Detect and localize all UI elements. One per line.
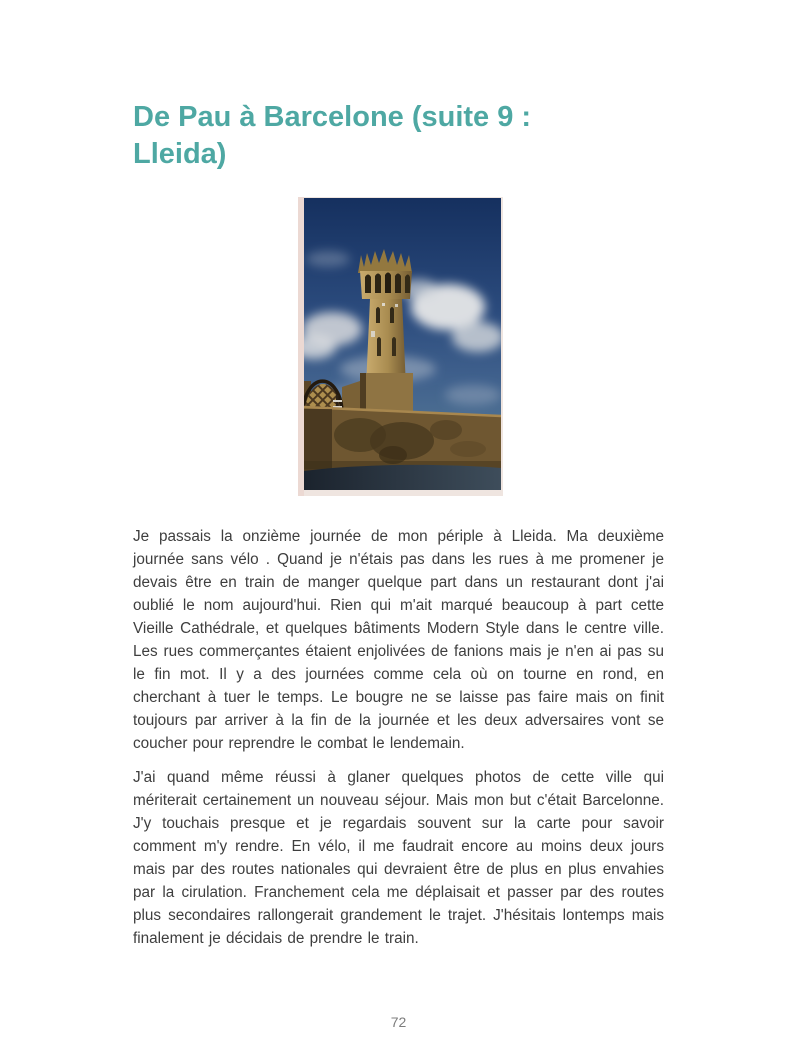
photo-print-border-left (298, 197, 304, 496)
fortress-wall (304, 407, 501, 473)
article-body (133, 525, 664, 950)
photo-seu-vella-tower (298, 197, 503, 496)
tower-photo-illustration (298, 197, 503, 496)
page-title-line-2: Lleida) (133, 138, 227, 170)
page-title-line-1: De Pau à Barcelone (suite 9 : (133, 101, 532, 133)
road (304, 465, 501, 490)
paragraph-1: Je passais la onzième journée de mon périple à Lleida. Ma deuxième journée sans vélo . Quand je n'étais pas dans les rues à me promener je devais être en train de manger quelque part dans un restaurant dont j'ai oublié le nom aujourd'hui. Rien qui m'ait marqué beaucoup à part cette Vieille Cathédrale, et quelques bâtiments Modern Style dans le centre ville. Les rues commerçantes étaient enjolivées de fanions mais je n'en ai pas su le fin mot. Il y a des journées comme cela où on tourne en rond, en cherchant à tuer le temps. Le bougre ne se laisse pas faire mais on finit toujours par arriver à la fin de la journée et les deux adversaires vont se coucher pour reprendre le combat le lendemain. (133, 528, 664, 752)
page-title (133, 99, 678, 173)
paragraph-2: J'ai quand même réussi à glaner quelques photos de cette ville qui mériterait certainement un nouveau séjour. Mais mon but c'était Barcelonne. J'y touchais presque et je regardais souvent sur la carte pour savoir comment m'y rendre. En vélo, il me faudrait encore au moins deux jours mais par des routes nationales qui devraient être de plus en plus envahies par la cirulation. Franchement cela me déplaisait et passer par des routes plus secondaires rallongerait grandement le trajet. J'hésitais lontemps mais finalement je décidais de prendre le train. (133, 769, 664, 947)
page-number: 72 (390, 1014, 407, 1030)
